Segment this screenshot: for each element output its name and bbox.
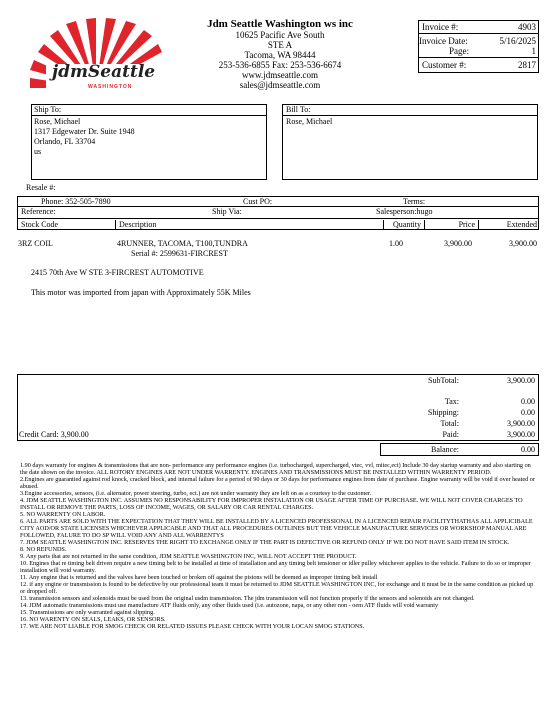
tax-value: 0.00 [521, 397, 535, 406]
column-header-price: Price [424, 220, 478, 230]
paid-label: Paid: [442, 430, 459, 439]
terms-item: 17. WE ARE NOT LIABLE FOR SMOG CHECK OR RELATED ISSUES PLEASE CHECK WITH YOUR LOCAN SMOG STATIONS. [20, 623, 365, 630]
company-email: sales@jdmseattle.com [239, 80, 321, 90]
logo-subtext: WASHINGTON [88, 84, 133, 90]
terms-item: 11. Any engine that is returned and the valves have been touched or broken off against the pistons will be deemed as improper timing belt install [20, 574, 378, 581]
customer-number-label: Customer #: [422, 60, 467, 70]
ship-to-line: Orlando, FL 33704 [34, 137, 96, 146]
terms-item: 9. Any parts that are not returned in the same condition, JDM SEATTLE WASHINGTON INC, WILL NOT ACCEPT THE PRODUCT. [20, 553, 357, 560]
invoice-number-label: Invoice #: [422, 22, 459, 32]
invoice-page: 1 [531, 46, 536, 56]
company-address2: STE A [267, 40, 293, 50]
table-row [17, 239, 539, 261]
total-label: Total: [440, 419, 459, 428]
line-description: 4RUNNER, TACOMA, T100,TUNDRA [117, 239, 248, 248]
company-address1: 10625 Pacific Ave South [235, 30, 325, 40]
line-stock-code: 3RZ COIL [18, 239, 53, 248]
terms-item: 12. if any engine or transmission is found to be defective by our professional team it must be returned to JDM SEATTLE WASHINGTON INC, for exchange and it must be in the same condition as picked up or dropped off. [20, 581, 534, 595]
terms-item: 15. Transmissions are only warranted against slipping. [20, 609, 155, 616]
balance-value: 0.00 [521, 445, 535, 454]
reference-label: Reference: [21, 207, 56, 216]
divider [418, 33, 539, 34]
divider [31, 115, 267, 116]
line-quantity: 1.00 [389, 239, 403, 248]
divider [282, 115, 538, 116]
terms-item: 14. JDM automatic transmissions must use manufacture ATF fluids only, any other fluids used (i.e. autozone, napa, or any other non - oem ATF fluids will void warranty [20, 602, 439, 609]
line-serial: Serial #: 2599631-FIRCREST [131, 249, 228, 258]
phone-row [17, 196, 539, 207]
terms-item: 13. transmission sensors and solenoids must be used from the original usdm transmission. The jdm transmission will not function properly if the sensors and solenoids are not changed. [20, 595, 475, 602]
salesperson-value: hugo [416, 207, 433, 216]
ship-to-line: Rose, Michael [34, 117, 81, 126]
salesperson-field [373, 207, 435, 218]
company-logo [26, 18, 166, 104]
reference-row [17, 207, 539, 218]
line-extended: 3,900.00 [509, 239, 537, 248]
company-city: Tacoma, WA 98444 [244, 50, 316, 60]
bill-to-label: Bill To: [286, 105, 311, 114]
phone-field [38, 197, 114, 206]
balance-label: Balance: [431, 445, 459, 454]
terms-item: 8. NO REFUNDS. [20, 546, 67, 553]
terms-item: 2.Engines are guarantied against rod knock, cracked block, and internal failure for a period of 90 days or 30 days for performance engines from date of purchase. Engine warranty will be void if over heated or abused. [20, 476, 535, 490]
terms-item: 7. JDM SEATTLE WASHINGTON INC. RESERVES THE RIGHT TO EXCHANGE ONLY IF THE PART IS DEFECTIVE OR REFUND ONLY IF WE DO NOT HAVE SAID ITEM IN STOCK. [20, 539, 510, 546]
ship-to-line: us [34, 147, 42, 156]
logo-text: jdmSeattle [52, 62, 156, 82]
column-header-quantity: Quantity [383, 220, 424, 230]
invoice-date: 5/16/2025 [499, 36, 536, 46]
shipping-value: 0.00 [521, 408, 535, 417]
divider [418, 57, 539, 58]
company-website: www.jdmseattle.com [242, 70, 318, 80]
phone-value: 352-505-7890 [65, 197, 111, 206]
sun-rays-logo-graphic [26, 18, 166, 104]
terms-item: 4. JDM SEATTLE WASHINGTON INC. ASSUMES NO RESPONSABILITY FOR IMPROPER INSTALATION OR USAGE AFTER TIME OF PURCHASE. WE WILL NOT COVER CHARGES TO INSTALL OR REMOVE THE PARTS, LOSS OF INCOME, WAGES, OR SALARY OR CAR RENTAL CHARGES. [20, 497, 523, 511]
terms-item: 16. NO WARENTY ON SEALS, LEAKS, OR SENSORS. [20, 616, 166, 623]
column-header-stock: Stock Code [21, 220, 59, 229]
tax-label: Tax: [444, 397, 459, 406]
ship-to-address [34, 117, 135, 157]
customer-number-row [422, 60, 536, 70]
subtotal-value: 3,900.00 [507, 376, 535, 385]
ship-to-line: 1317 Edgewater Dr. Suite 1948 [34, 127, 135, 136]
phone-label: Phone: [41, 197, 64, 206]
paid-value: 3,900.00 [507, 430, 535, 439]
company-phones: 253-536-6855 Fax: 253-536-6674 [218, 60, 342, 70]
salesperson-label: Salesperson: [376, 207, 417, 216]
bill-to-line: Rose, Michael [286, 117, 333, 126]
invoice-number-row [422, 22, 536, 32]
terms-and-conditions [20, 462, 536, 630]
company-name: Jdm Seattle Washington ws inc [207, 18, 353, 30]
invoice-page-label: Page: [449, 46, 469, 56]
terms-item: 5. NO WARRENTY ON LABOR. [20, 511, 106, 518]
ship-via-label: Ship Via: [212, 207, 242, 216]
column-header-description: Description [115, 220, 383, 230]
column-header-extended: Extended [478, 220, 540, 230]
shipping-label: Shipping: [427, 408, 459, 417]
ship-to-label: Ship To: [34, 105, 62, 114]
invoice-number: 4903 [518, 22, 536, 32]
total-value: 3,900.00 [507, 419, 535, 428]
invoice-date-label: Invoice Date: [419, 36, 468, 46]
terms-item: 6. ALL PARTS ARE SOLD WITH THE EXPECTATION THAT THEY WILL BE INSTALLED BY A LICENCED PROFESSIONAL IN A LICENCED REPAIR FACILITYTHATHAS ALL APPLICIBALE CITY AOD/OR STATE LICENSES WHICHEVER APPLICABLE AND THAT ALL PROCEDURES OUTLINES BUT THE VEHICLE MANUFACTURE SERVICES OR WORKSHOP MANUAL ARE FOLLOWED, FALURE TO DO SP WILL VOID ANY AND ALL WARRENTYS [20, 518, 533, 539]
resale-label: Resale #: [26, 183, 56, 192]
note-line: 2415 70th Ave W STE 3-FIRCREST AUTOMOTIVE [31, 268, 204, 277]
customer-number: 2817 [518, 60, 536, 70]
credit-card-payment: Credit Card: 3,900.00 [19, 430, 89, 439]
subtotal-label: SubTotal: [428, 376, 459, 385]
line-price: 3,900.00 [444, 239, 472, 248]
terms-item: 3.Engine accessories, sensors, (i.e. alternator, power steering, turbo, ect.) are not under warranty they are left on as a courtesy to the customer. [20, 490, 372, 497]
terms-label: Terms: [403, 197, 426, 206]
cust-po-label: Cust PO: [243, 197, 273, 206]
terms-item: 1.90 days warranty for engines & transmissions that are non- performance any performance engines (i.e. turbocharged, supercharged, vtec, vvl, mitec,ect) Include 30 day startup warranty and also starting on the date shown on the invoice. ALL ROTORY ENGINES ARE NOT UNDER WARRENTY. ENGINES AND TRANSMISSIONS MUST BE INSTALLED WITHIN WARRENTY PERIOD. [20, 462, 531, 476]
table-header [17, 218, 539, 230]
invoice-date-row [419, 36, 536, 46]
company-header [165, 18, 395, 90]
note-line: This motor was imported from japan with Approximately 55K Miles [31, 288, 251, 297]
terms-item: 10. Engines that re timing belt driven require a new timing belt to be installed at time of installation and any timing belt tensioner or idler pulley whichever applies to the vehicle. Failure to do so or improper installation will void warranty. [20, 560, 531, 574]
